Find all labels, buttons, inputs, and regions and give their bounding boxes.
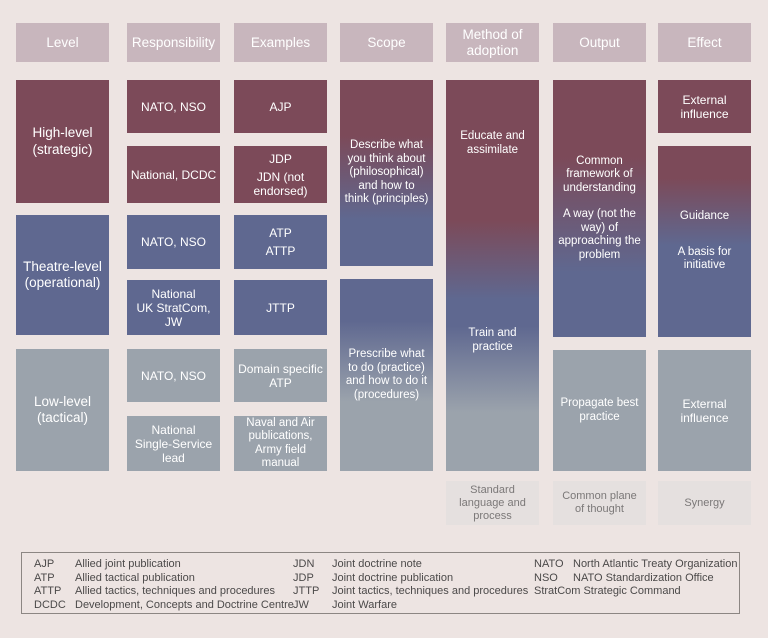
box-effect-external-bottom: External influence <box>658 350 751 471</box>
column-header-level: Level <box>16 23 109 62</box>
box-examples-atp-attp <box>234 215 327 269</box>
box-scope-prescribe: Prescribe what to do (practice) and how to do it (procedures) <box>340 279 433 471</box>
legend-row <box>293 558 528 572</box>
examples-jdn-text: JDN (not endorsed) <box>253 169 308 198</box>
legend-abbr: ATTP <box>34 585 62 597</box>
abbreviation-legend <box>21 552 740 614</box>
examples-atp-text: ATP <box>269 226 292 240</box>
box-examples-ajp: AJP <box>234 80 327 133</box>
legend-row <box>34 558 294 572</box>
legend-definition: Allied tactics, techniques and procedures <box>75 585 275 597</box>
output-framework-text: Common framework of understanding <box>563 154 636 194</box>
box-responsibility-national-dcdc: National, DCDC <box>127 146 220 203</box>
column-header-output: Output <box>553 23 646 62</box>
legend-column-2 <box>293 558 528 612</box>
examples-jdp-text: JDP <box>269 151 292 166</box>
legend-abbr: ATP <box>34 571 55 584</box>
legend-row <box>293 572 528 586</box>
box-level-high: High-level (strategic) <box>16 80 109 203</box>
legend-abbr: JDN <box>293 558 315 570</box>
legend-row <box>34 599 294 613</box>
box-examples-jttp: JTTP <box>234 280 327 335</box>
legend-definition: Development, Concepts and Doctrine Centre <box>75 598 294 611</box>
legend-definition: Joint doctrine publication <box>332 571 454 584</box>
column-header-scope: Scope <box>340 23 433 62</box>
examples-attp-text: ATTP <box>265 244 296 258</box>
legend-column-3 <box>534 558 737 599</box>
legend-definition: Allied joint publication <box>75 558 181 570</box>
legend-definition: Strategic Command <box>583 585 681 597</box>
legend-row <box>534 572 737 586</box>
box-examples-domain-atp: Domain specific ATP <box>234 349 327 402</box>
legend-row <box>534 558 737 572</box>
box-output-framework <box>553 80 646 337</box>
box-examples-jdp-jdn <box>234 146 327 203</box>
effect-guidance-text: Guidance <box>679 210 730 223</box>
box-level-low: Low-level (tactical) <box>16 349 109 471</box>
method-educate-text: Educate and assimilate <box>460 130 525 156</box>
legend-row <box>293 599 528 613</box>
method-train-text: Train and practice <box>468 327 517 353</box>
legend-abbr: NSO <box>534 571 558 584</box>
legend-abbr: StratCom <box>534 585 581 597</box>
box-responsibility-nato-nso-2: NATO, NSO <box>127 215 220 269</box>
column-header-examples: Examples <box>234 23 327 62</box>
legend-abbr: DCDC <box>34 598 66 611</box>
column-header-method: Method of adoption <box>446 23 539 62</box>
legend-definition: Joint tactics, techniques and procedures <box>332 585 529 597</box>
effect-basis-text: A basis for initiative <box>677 245 732 272</box>
legend-abbr: NATO <box>534 558 564 570</box>
box-effect-guidance <box>658 146 751 337</box>
box-method-of-adoption <box>446 80 539 471</box>
box-level-theatre: Theatre-level (operational) <box>16 215 109 335</box>
legend-definition: Joint doctrine note <box>332 558 422 570</box>
box-responsibility-nato-nso-3: NATO, NSO <box>127 349 220 402</box>
legend-row <box>34 572 294 586</box>
legend-definition: Joint Warfare <box>332 598 398 611</box>
box-footer-standard-language: Standard language and process <box>446 481 539 525</box>
legend-row <box>34 585 294 599</box>
box-footer-common-plane: Common plane of thought <box>553 481 646 525</box>
column-header-responsibility: Responsibility <box>127 23 220 62</box>
column-header-effect: Effect <box>658 23 751 62</box>
legend-definition: Allied tactical publication <box>75 571 195 584</box>
legend-row <box>293 585 528 599</box>
box-responsibility-uk-stratcom: National UK StratCom, JW <box>127 280 220 335</box>
legend-definition: NATO Standardization Office <box>573 571 714 584</box>
box-footer-synergy: Synergy <box>658 481 751 525</box>
box-effect-external-top: External influence <box>658 80 751 133</box>
legend-column-1 <box>34 558 294 612</box>
box-responsibility-nato-nso-1: NATO, NSO <box>127 80 220 133</box>
box-scope-describe: Describe what you think about (philosophical) and how to think (principles) <box>340 80 433 266</box>
legend-definition: North Atlantic Treaty Organization <box>573 558 738 570</box>
legend-row <box>534 585 737 599</box>
box-output-propagate: Propagate best practice <box>553 350 646 471</box>
legend-abbr: JTTP <box>293 585 320 597</box>
legend-abbr: JW <box>293 598 309 611</box>
legend-abbr: AJP <box>34 558 55 570</box>
box-examples-naval-air: Naval and Air publications, Army field manual <box>234 416 327 471</box>
box-responsibility-single-service: National Single-Service lead <box>127 416 220 471</box>
legend-abbr: JDP <box>293 571 314 584</box>
output-a-way-text: A way (not the way) of approaching the problem <box>558 208 641 261</box>
